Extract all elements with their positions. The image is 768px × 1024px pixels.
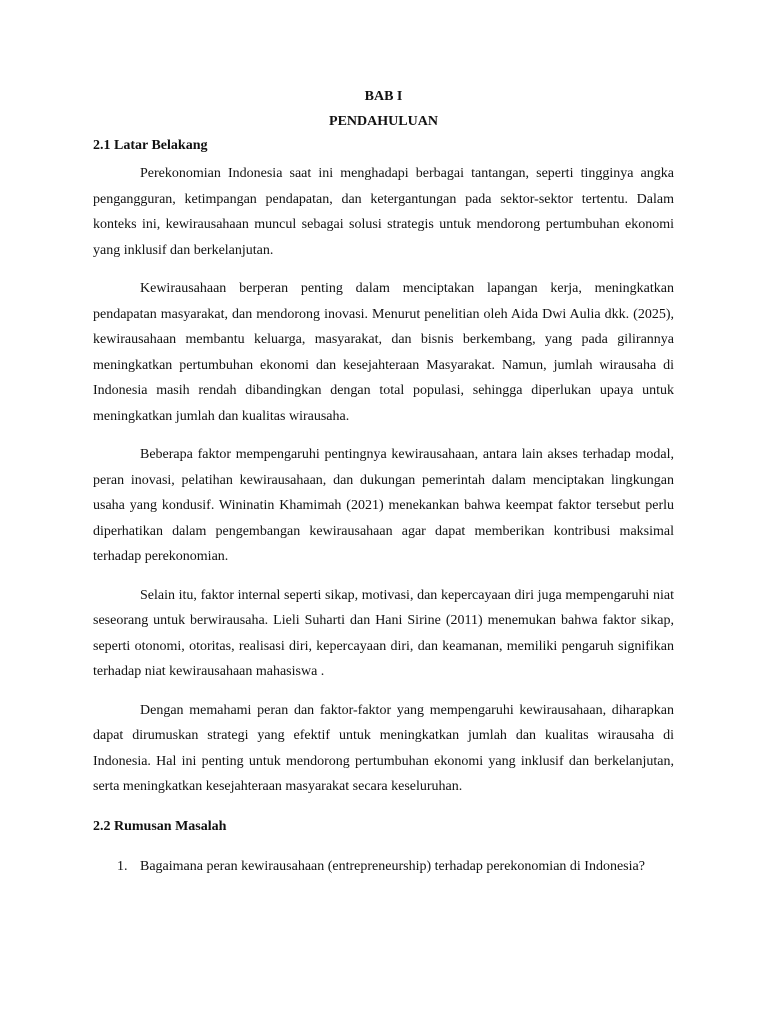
paragraph: Beberapa faktor mempengaruhi pentingnya kewirausahaan, antara lain akses terhadap modal, peran inovasi, pelatihan kewirausahaan, dan dukungan pemerintah dalam menciptakan lingkungan usaha yang kondusif. Wininatin Khamimah (2021) menekankan bahwa keempat faktor tersebut perlu diperhatikan dalam pengembangan kewirausahaan agar dapat memberikan kontribusi maksimal terhadap perekonomian. bbox=[93, 447, 674, 564]
problem-list bbox=[93, 854, 674, 880]
section-heading-rumusan-masalah: 2.2 Rumusan Masalah bbox=[93, 818, 227, 834]
paragraph: Perekonomian Indonesia saat ini menghadapi berbagai tantangan, seperti tingginya angka pengangguran, ketimpangan pendapatan, dan ketergantungan pada sektor-sektor tertentu. Dalam konteks ini, kewirausahaan muncul sebagai solusi strategis untuk mendorong pertumbuhan ekonomi yang inklusif dan berkelanjutan. bbox=[93, 166, 674, 258]
section-heading-latar-belakang: 2.1 Latar Belakang bbox=[93, 138, 208, 153]
page-content bbox=[93, 86, 674, 879]
list-item bbox=[93, 854, 674, 880]
paragraph: Dengan memahami peran dan faktor-faktor yang mempengaruhi kewirausahaan, diharapkan dapat dirumuskan strategi yang efektif untuk meningkatkan jumlah dan kualitas wirausaha di Indonesia. Hal ini penting untuk mendorong pertumbuhan ekonomi yang inklusif dan berkelanjutan, serta meningkatkan kesejahteraan masyarakat secara keseluruhan. bbox=[93, 702, 674, 794]
chapter-title: PENDAHULUAN bbox=[329, 114, 438, 129]
paragraph: Selain itu, faktor internal seperti sikap, motivasi, dan kepercayaan diri juga mempengaruhi niat seseorang untuk berwirausaha. Lieli Suharti dan Hani Sirine (2011) menemukan bahwa faktor sikap, seperti otonomi, otoritas, realisasi diri, kepercayaan diri, dan keamanan, memiliki pengaruh signifikan terhadap niat kewirausahaan mahasiswa . bbox=[93, 587, 674, 679]
chapter-number: BAB I bbox=[364, 89, 403, 104]
list-item-number: 1. bbox=[117, 858, 128, 874]
list-item-text: Bagaimana peran kewirausahaan (entrepreneurship) terhadap perekonomian di Indonesia? bbox=[140, 858, 645, 874]
paragraph: Kewirausahaan berperan penting dalam menciptakan lapangan kerja, meningkatkan pendapatan masyarakat, dan mendorong inovasi. Menurut penelitian oleh Aida Dwi Aulia dkk. (2025), kewirausahaan membantu keluarga, masyarakat, dan bisnis berkembang, yang pada gilirannya meningkatkan pertumbuhan ekonomi dan kesejahteraan Masyarakat. Namun, jumlah wirausaha di Indonesia masih rendah dibandingkan dengan total populasi, sehingga diperlukan upaya untuk meningkatkan jumlah dan kualitas wirausaha. bbox=[93, 281, 674, 424]
